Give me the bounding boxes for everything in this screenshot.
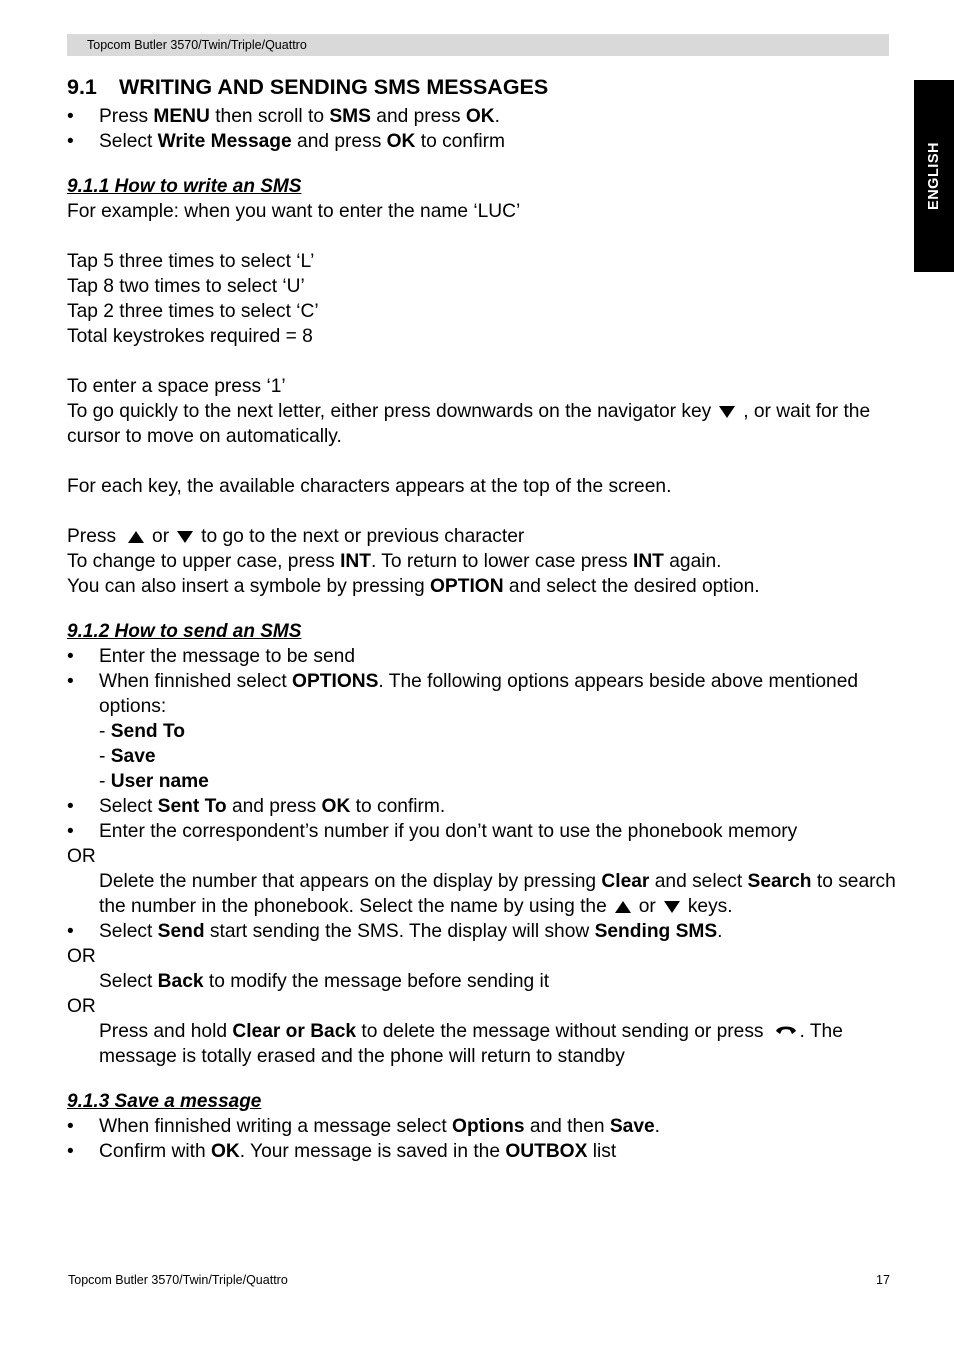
paragraph: Press or to go to the next or previous character [67,526,525,547]
paragraph: To go quickly to the next letter, either press downwards on the navigator key , or wait for the cursor to move on automatically. [67,401,871,447]
paragraph: You can also insert a symbole by pressing OPTION and select the desired option. [67,576,760,597]
or-label: OR [67,946,96,967]
option-item: - Save [99,746,156,767]
nav-down-icon [177,531,193,543]
paragraph: To change to upper case, press INT. To return to lower case press INT again. [67,551,722,572]
paragraph: Tap 8 two times to select ‘U’ [67,276,305,297]
subsection-heading-send: 9.1.2 How to send an SMS [67,621,302,642]
list-item: • Select Sent To and press OK to confirm. [67,796,446,817]
list-item: • Confirm with OK. Your message is saved in the OUTBOX list [67,1141,617,1163]
option-item: - Send To [99,721,185,742]
list-item: • Press MENU then scroll to SMS and press OK. [67,106,500,127]
nav-up-icon [615,901,631,913]
option-item: - User name [99,771,209,792]
footer-title: Topcom Butler 3570/Twin/Triple/Quattro [68,1273,288,1287]
paragraph: Total keystrokes required = 8 [67,326,313,347]
language-tab [914,80,954,272]
paragraph: For example: when you want to enter the name ‘LUC’ [67,201,521,222]
header-title: Topcom Butler 3570/Twin/Triple/Quattro [87,38,307,52]
paragraph: Press and hold Clear or Back to delete the message without sending or press . The message is totally erased and the phone will return to standby [99,1021,843,1068]
paragraph: Select Back to modify the message before sending it [99,971,550,992]
nav-down-icon [719,406,735,418]
list-item: • When finnished writing a message select Options and then Save. [67,1116,661,1138]
page-content [67,70,897,1164]
list-item: • Enter the correspondent’s number if you don’t want to use the phonebook memory [67,821,798,842]
list-item: • Select Write Message and press OK to confirm [67,131,505,152]
hang-up-phone-icon [774,1019,798,1044]
subsection-heading-save: 9.1.3 Save a message [67,1091,262,1113]
list-item: • Select Send start sending the SMS. The display will show Sending SMS. [67,921,723,942]
nav-up-icon [128,531,144,543]
page-number: 17 [876,1273,890,1287]
list-item: • Enter the message to be send [67,646,355,667]
paragraph: Delete the number that appears on the display by pressing Clear and select Search to search the number in the phonebook. Select the name by using the or keys. [99,871,896,917]
or-label: OR [67,996,96,1017]
list-item: • When finnished select OPTIONS. The following options appears beside above mentioned options: [67,671,859,717]
paragraph: For each key, the available characters appears at the top of the screen. [67,476,672,497]
paragraph: Tap 5 three times to select ‘L’ [67,251,315,272]
language-tab-label: ENGLISH [926,142,942,210]
nav-down-icon [664,901,680,913]
paragraph: To enter a space press ‘1’ [67,376,286,397]
subsection-heading-write: 9.1.1 How to write an SMS [67,176,302,197]
page-header [67,34,889,56]
or-label: OR [67,846,96,867]
section-heading: 9.1 WRITING AND SENDING SMS MESSAGES [67,75,549,99]
paragraph: Tap 2 three times to select ‘C’ [67,301,319,322]
